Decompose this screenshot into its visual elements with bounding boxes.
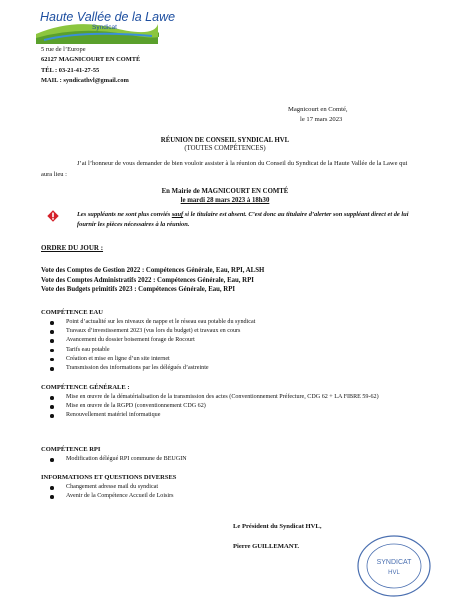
dateline-date: le 17 mars 2023 [300,115,343,123]
signature-name: Pierre GUILLEMANT. [233,543,300,550]
eau-items [48,318,255,373]
document-subtitle: (TOUTES COMPÉTENCES) [184,145,266,152]
logo-title: Haute Vallée de la Lawe [40,10,176,24]
address-phone: TÉL : 03-21-41-27-55 [41,66,100,74]
dateline-place: Magnicourt en Comté, [288,106,348,113]
list-item: Renouvellement matériel informatique [48,411,396,420]
section-heading-generale: COMPÉTENCE GÉNÉRALE : [41,384,130,391]
signature-role: Le Président du Syndicat HVL, [233,523,322,530]
warning-part3: si le titulaire est absent. C’est donc au titulaire d’alerter son suppléant direct et de lui fournir les pièces nécessaires à la réunion. [77,211,409,228]
infos-items [48,483,174,501]
section-heading-infos: INFORMATIONS ET QUESTIONS DIVERSES [41,474,177,481]
warning-emphasis: sauf [171,211,184,218]
list-item: Mise en œuvre de la dématérialisation de la transmission des actes (Conventionnement Préfecture, CDG 62 + LA FIBRE 59-62) [48,393,396,402]
list-item: Avenir de la Compétence Accueil de Loisirs [48,492,174,501]
list-item: Avancement du dossier boisement forage de Rocourt [48,336,255,345]
list-item: Transmission des informations par les délégués d’astreinte [48,364,255,373]
dateline [288,105,348,125]
section-heading-rpi: COMPÉTENCE RPI [41,446,101,453]
warning-note [77,210,419,230]
address-street: 5 rue de l’Europe [41,46,86,53]
rpi-items [48,455,187,464]
warning-part1: Les suppléants ne sont plus conviés [77,211,172,218]
exclamation-icon [47,210,59,222]
agenda-heading: ORDRE DU JOUR : [41,244,104,252]
list-item: Travaux d’investissement 2023 (vus lors du budget) et travaux en cours [48,327,255,336]
address-block [41,45,140,86]
list-item: Tarifs eau potable [48,346,255,355]
list-item: Création et mise en ligne d’un site internet [48,355,255,364]
votes-list [41,266,264,295]
list-item: Changement adresse mail du syndicat [48,483,174,492]
address-city: 62127 MAGNICOURT EN COMTÉ [41,56,141,64]
logo-subtitle: Syndicat [92,24,117,31]
list-item: Point d’actualité sur les niveaux de nappe et le réseau eau potable du syndicat [48,318,255,327]
seal-bottom-text: HVL [388,570,400,576]
meeting-place: En Mairie de MAGNICOURT EN COMTÉ [161,188,289,195]
generale-items [48,393,396,421]
list-item: Mise en œuvre de la RGPD (conventionnement CDG 62) [48,402,396,411]
section-heading-eau: COMPÉTENCE EAU [41,309,103,316]
document-title: RÉUNION DE CONSEIL SYNDICAL HVL [160,137,290,144]
meeting-datetime: le mardi 28 mars 2023 à 18h30 [180,197,270,204]
vote-item: Vote des Budgets primitifs 2023 : Compétences Générale, Eau, RPI [41,286,236,294]
address-mail: MAIL : syndicathvl@gmail.com [41,76,129,84]
intro-paragraph: J’ai l’honneur de vous demander de bien vouloir assister à la réunion du Conseil du Syndicat de la Haute Vallée de la Lawe qui aura lieu : [41,160,408,178]
vote-item: Vote des Comptes Administratifs 2022 : Compétences Générale, Eau, RPI [41,276,254,284]
vote-item: Vote des Comptes de Gestion 2022 : Compétences Générale, Eau, RPI, ALSH [41,267,265,274]
list-item: Modification délégué RPI commune de BEUGIN [48,455,187,464]
syndicat-seal [354,528,434,598]
seal-top-text: SYNDICAT [376,559,412,566]
